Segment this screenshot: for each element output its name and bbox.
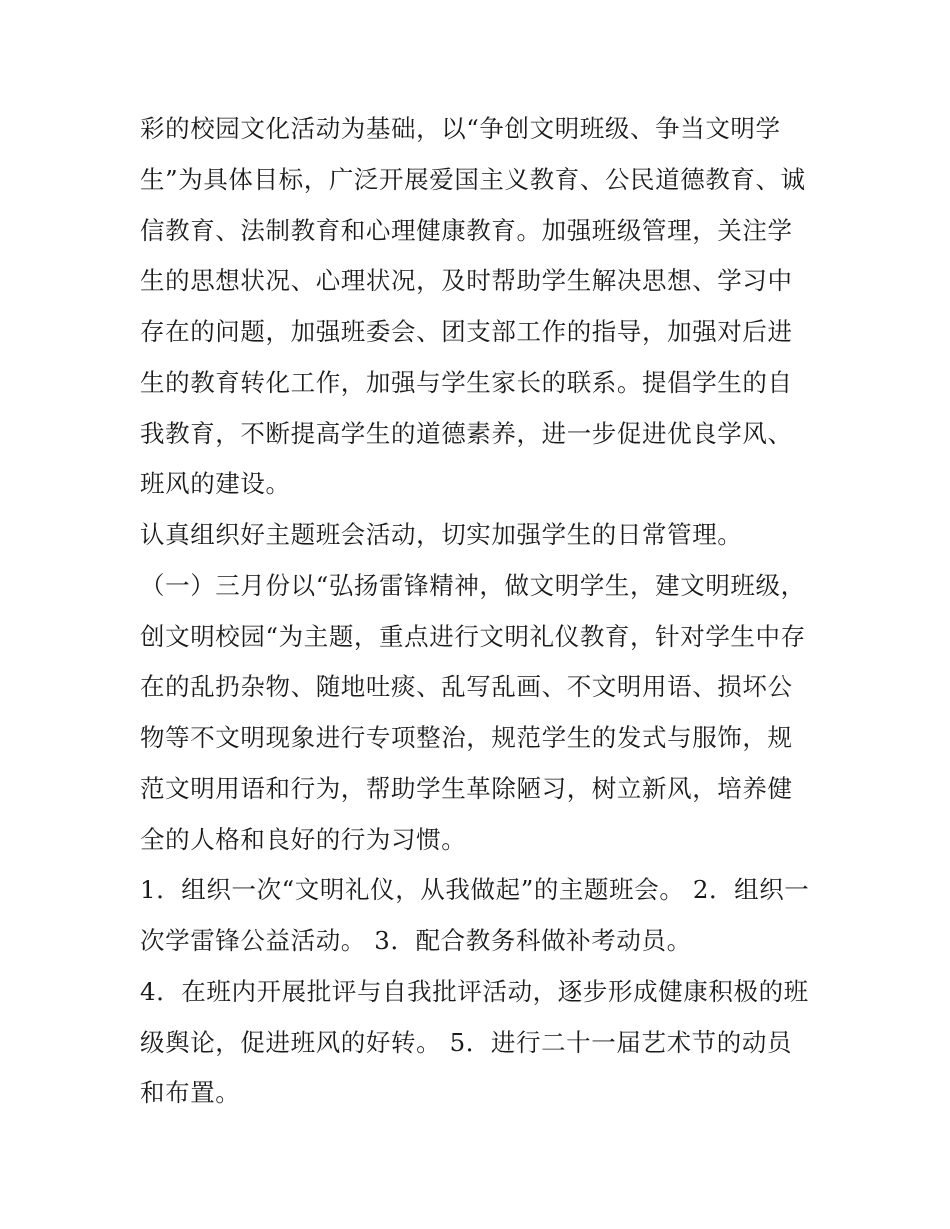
paragraph-class-meeting: 认真组织好主题班会活动，切实加强学生的日常管理。: [140, 520, 743, 549]
paragraph-march-theme: （一）三月份以“弘扬雷锋精神，做文明学生，建文明班级，创文明校园“为主题，重点进行文明礼仪教育，针对学生中存在的乱扔杂物、随地吐痰、乱写乱画、不文明用语、损坏公物等不文明现象进行专项整治，规范学生的发式与服饰，规范文明用语和行为，帮助学生革除陋习，树立新风，培养健全的人格和良好的行为习惯。: [140, 570, 806, 854]
paragraph-items-4-5: 4．在班内开展批评与自我批评活动，逐步形成健康积极的班级舆论，促进班风的好转。 5．进行二十一届艺术节的动员和布置。: [140, 976, 809, 1108]
document-body: [140, 104, 815, 1119]
paragraph-items-1-3: 1．组织一次“文明礼仪，从我做起”的主题班会。 2．组织一次学雷锋公益活动。 3．配合教务科做补考动员。: [140, 875, 810, 955]
paragraph-intro: 彩的校园文化活动为基础，以“争创文明班级、争当文明学生”为具体目标，广泛开展爱国主义教育、公民道德教育、诚信教育、法制教育和心理健康教育。加强班级管理，关注学生的思想状况、心理状况，及时帮助学生解决思想、学习中存在的问题，加强班委会、团支部工作的指导，加强对后进生的教育转化工作，加强与学生家长的联系。提倡学生的自我教育，不断提高学生的道德素养，进一步促进优良学风、班风的建设。: [140, 114, 806, 499]
